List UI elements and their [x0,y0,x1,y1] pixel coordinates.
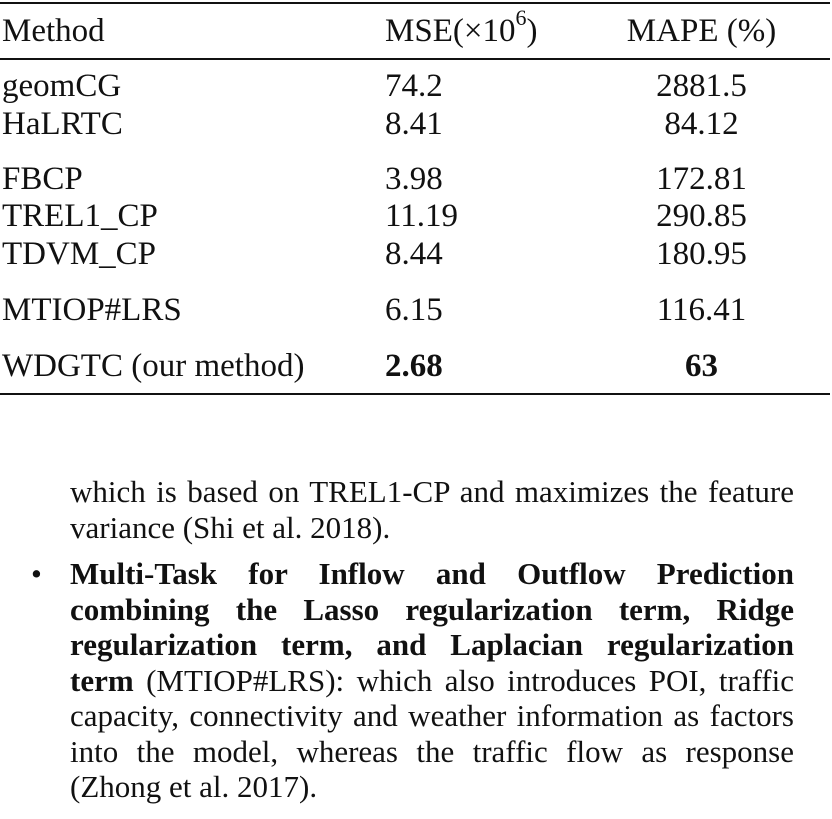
row-mape: 180.95 [656,236,747,272]
row-mape: 116.41 [656,292,747,328]
row-mape: 2881.5 [656,68,747,104]
row-mse: 8.44 [385,236,443,272]
bullet-marker: • [31,556,42,591]
row-mse: 74.2 [385,68,443,104]
paragraph-continuation: which is based on TREL1-CP and maximizes the feature variance (Shi et al. 2018). [70,474,794,545]
header-mape: MAPE (%) [626,13,777,49]
row-mape-best: 63 [685,348,718,384]
row-method: WDGTC (our method) [2,348,305,384]
row-mape: 290.85 [656,198,747,234]
row-method: TREL1_CP [2,198,158,234]
header-mse-label: MSE(×10 [385,13,516,49]
row-mse-best: 2.68 [385,348,443,384]
row-mse: 6.15 [385,292,443,328]
table-header-rule [0,58,830,60]
row-method: geomCG [2,68,122,104]
row-mse: 11.19 [385,198,459,234]
row-mse: 3.98 [385,161,443,197]
row-mse: 8.41 [385,106,443,142]
bullet-item-title: Multi-Task for Inflow and Outflow Prediction combining the Lasso regularization term, Ridge regularization term, and Laplacian regularization term [70,556,794,698]
row-method: HaLRTC [2,106,123,142]
header-mse [385,5,538,50]
header-mse-suffix: ) [526,13,538,49]
bullet-item-description: (MTIOP#LRS): which also introduces POI, traffic capacity, connectivity and weather information as factors into the model, whereas the traffic flow as response (Zhong et al. 2017). [70,662,794,804]
header-method: Method [2,13,105,49]
row-method: MTIOP#LRS [2,292,182,328]
row-mape: 172.81 [656,161,747,197]
header-mse-exponent: 6 [515,5,527,30]
table-bottom-rule [0,393,830,395]
row-method: FBCP [2,161,83,197]
table-top-rule [0,2,830,4]
row-mape: 84.12 [664,106,739,142]
row-method: TDVM_CP [2,236,157,272]
bullet-item-mtiop [70,556,794,805]
